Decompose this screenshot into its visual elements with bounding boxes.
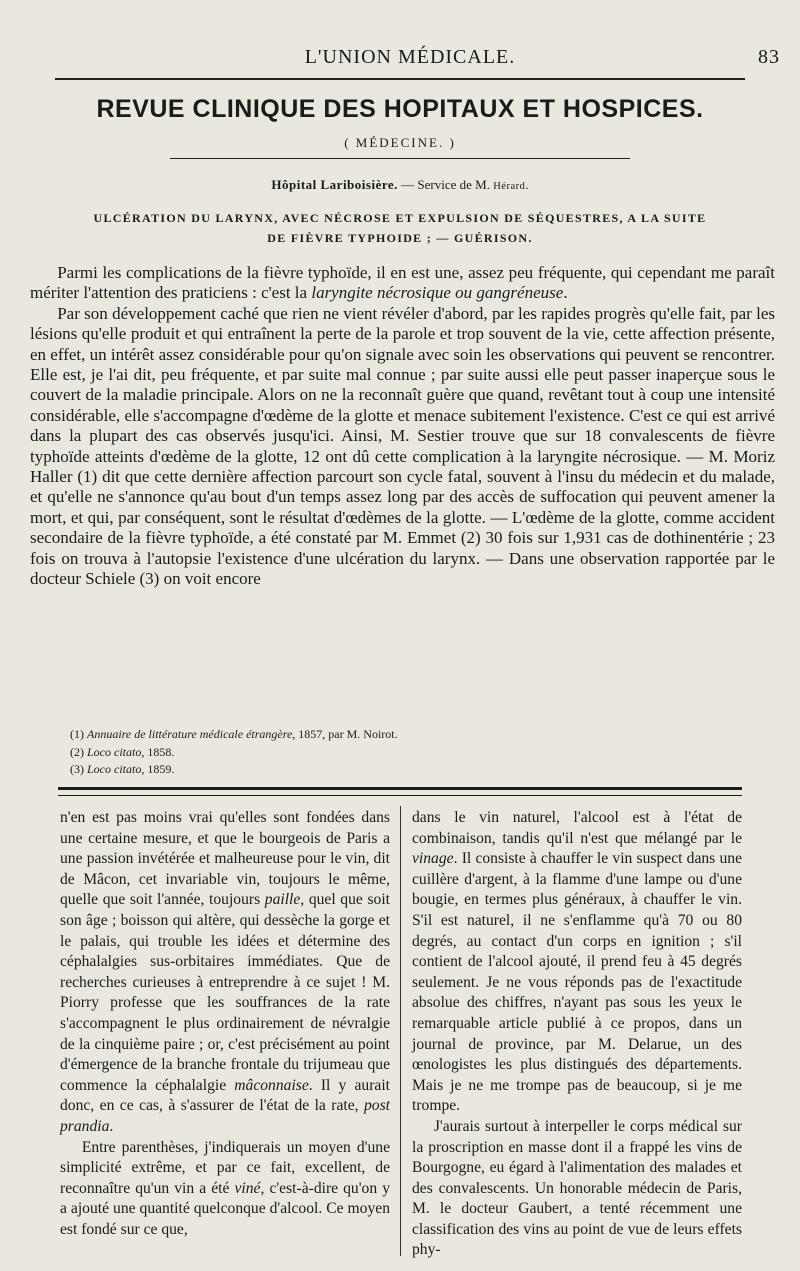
- footnote-source: Annuaire de littérature médicale étrangère: [87, 727, 293, 741]
- paragraph-text: , quel que soit son âge ; boisson qui altère, qui dessèche la gorge et le palais, qui trouble les idées et détermine des céphalalgies sus-orbitaires immédiates. Que de recherches curieuses à entreprendre à ce sujet ! M. Piorry professe que les souffrances de la rate s'accompagnent le plus ordinairement de névralgie de la cinquième paire ; or, c'est précisément au point d'émergence de la branche frontale du trijumeau que commence la céphalalgie: [60, 891, 390, 1094]
- paragraph-text: .: [563, 283, 568, 303]
- paragraph-text: . Il y aurait donc, en ce cas, à s'assurer de l'état de la rate,: [60, 1076, 390, 1115]
- running-head: [60, 44, 780, 74]
- page-number: 83: [758, 46, 780, 68]
- footnote-detail: , 1859.: [141, 762, 175, 776]
- paragraph: [30, 263, 775, 304]
- paragraph: J'aurais surtout à interpeller le corps médical sur la proscription en masse dont il a frappé les vins de Bourgogne, eu égard à l'alimentation des malades et des convalescents. Un honorable médecin de Paris, M. le docteur Gaubert, a tenté récemment une classification des vins au point de vue de leurs effets phy-: [412, 1117, 742, 1259]
- footnote-source: Loco citato: [87, 762, 142, 776]
- footnote-number: (1): [70, 727, 87, 741]
- feuilleton-right-column: [412, 808, 742, 1261]
- feuilleton-left-column: [60, 808, 390, 1240]
- section-title: REVUE CLINIQUE DES HOPITAUX ET HOSPICES.: [96, 95, 704, 123]
- column-divider: [400, 806, 401, 1256]
- article-title-line-1: ULCÉRATION DU LARYNX, AVEC NÉCROSE ET EXPULSION DE SÉQUESTRES, A LA SUITE: [93, 211, 707, 225]
- paragraph-text: n'en est pas moins vrai qu'elles sont fondées dans une certaine mesure, et que le bourgeois de Paris a une passion invétérée et malheureuse pour le vin, dit de Mâcon, cet invariable vin, toujours le même, quelle que soit l'année, toujours: [60, 809, 390, 909]
- paragraph-text: dans le vin naturel, l'alcool est à l'état de combinaison, tandis qu'il n'est que mélangé par le: [412, 809, 742, 847]
- footnote-detail: , 1857, par M. Noirot.: [292, 727, 398, 741]
- emphasis-text: viné: [234, 1179, 261, 1197]
- emphasis-text: laryngite nécrosique ou gangréneuse: [311, 283, 564, 303]
- footnote-source: Loco citato: [87, 744, 142, 759]
- hospital-name: Hôpital Lariboisière.: [271, 177, 398, 192]
- subtitle-rule: [170, 158, 630, 159]
- article-title-line-2: DE FIÈVRE TYPHOIDE ; — GUÉRISON.: [267, 231, 533, 245]
- doctor-name: Hérard: [493, 181, 526, 192]
- section-subtitle: ( MÉDECINE. ): [344, 135, 456, 150]
- footnote: [70, 744, 750, 762]
- paragraph: [60, 1138, 390, 1241]
- paragraph-text: , c'est-à-dire qu'on y a ajouté une quantité quelconque d'alcool. Ce moyen est fondé sur ce que,: [60, 1179, 390, 1238]
- paragraph-text: . Il consiste à chauffer le vin suspect dans une cuillère d'argent, à la flamme d'une lampe ou d'une bougie, en termes plus généraux, à chauffer le vin. S'il est naturel, il ne s'enflamme qu'à 70 ou 80 degrés, au contact d'un corps en ignition ; s'il contient de l'alcool ajouté, il prend feu à 45 degrés seulement. Je ne vous réponds pas de l'exactitude absolue des chiffres, n'ayant pas sous les yeux le remarquable article publié à ce propos, dans un journal de province, par M. Delarue, un des œnologistes les plus distingués des départements. Mais je ne me trompe pas de beaucoup, si je me trompe.: [412, 850, 742, 1115]
- emphasis-text: paille: [264, 891, 301, 909]
- footnotes: [70, 726, 750, 779]
- journal-title: L'UNION MÉDICALE.: [304, 46, 516, 68]
- emphasis-text: mâconnaise: [234, 1076, 309, 1094]
- paragraph: [60, 808, 390, 1138]
- footnote: [70, 726, 750, 744]
- service-text: — Service de M.: [397, 177, 494, 192]
- hospital-line: [60, 177, 740, 193]
- emphasis-text: vinage: [412, 850, 454, 868]
- article-body: [30, 263, 775, 590]
- footnote: [70, 761, 750, 779]
- paragraph-text: Entre parenthèses, j'indiquerais un moyen d'une simplicité extrême, et par ce fait, excellent, de reconnaître qu'un vin a été: [60, 1138, 390, 1197]
- feuilleton-rule-thin: [58, 795, 742, 796]
- feuilleton-rule-thick: [58, 787, 742, 790]
- paragraph: Par son développement caché que rien ne vient révéler d'abord, par les rapides progrès qu'elle fait, par les lésions qu'elle produit et qui entraînent la perte de la parole et trop souvent de la vie, cette affection présente, en effet, un intérêt assez considérable pour qu'on signale avec soin les observations qui peuvent se rencontrer. Elle est, je l'ai dit, peu fréquente, et par suite mal connue ; par suite aussi elle peut passer inaperçue sous le couvert de la maladie principale. Alors on ne la reconnaît guère que quand, revêtant tout à coup une intensité considérable, elle s'accompagne d'œdème de la glotte et menace subitement l'existence. C'est ce qui est arrivé dans la plupart des cas observés jusqu'ici. Ainsi, M. Sestier trouve que sur 18 convalescents de fièvre typhoïde atteints d'œdème de la glotte, 12 ont dû cette complication à la laryngite nécrosique. — M. Moriz Haller (1) dit que cette dernière affection parcourt son cycle fatal, souvent à l'insu du médecin et du malade, et qu'elle ne s'annonce qu'au bout d'un temps assez long par des accès de suffocation qui peuvent amener la mort, et qui, par conséquent, sont le résultat d'œdèmes de la glotte. — L'œdème de la glotte, comme accident secondaire de la fièvre typhoïde, a été constaté par M. Emmet (2) 30 fois sur 1,931 cas de dothinentérie ; 23 fois on trouva à l'autopsie l'existence d'une ulcération du larynx. — Dans une observation rapportée par le docteur Schiele (3) on voit encore: [30, 303, 775, 589]
- paragraph-text: .: [109, 1117, 114, 1135]
- doctor-suffix: .: [525, 177, 529, 192]
- footnote-number: (3): [70, 762, 87, 776]
- emphasis-text: post prandia: [60, 1097, 390, 1135]
- footnote-detail: , 1858.: [141, 744, 175, 759]
- paragraph: [412, 808, 742, 1117]
- footnote-number: (2): [70, 744, 87, 759]
- header-rule: [55, 78, 745, 80]
- article-title: [30, 208, 770, 248]
- paragraph-text: Parmi les complications de la fièvre typhoïde, il en est une, assez peu fréquente, qui cependant me paraît mériter l'attention des praticiens : c'est la: [30, 263, 775, 303]
